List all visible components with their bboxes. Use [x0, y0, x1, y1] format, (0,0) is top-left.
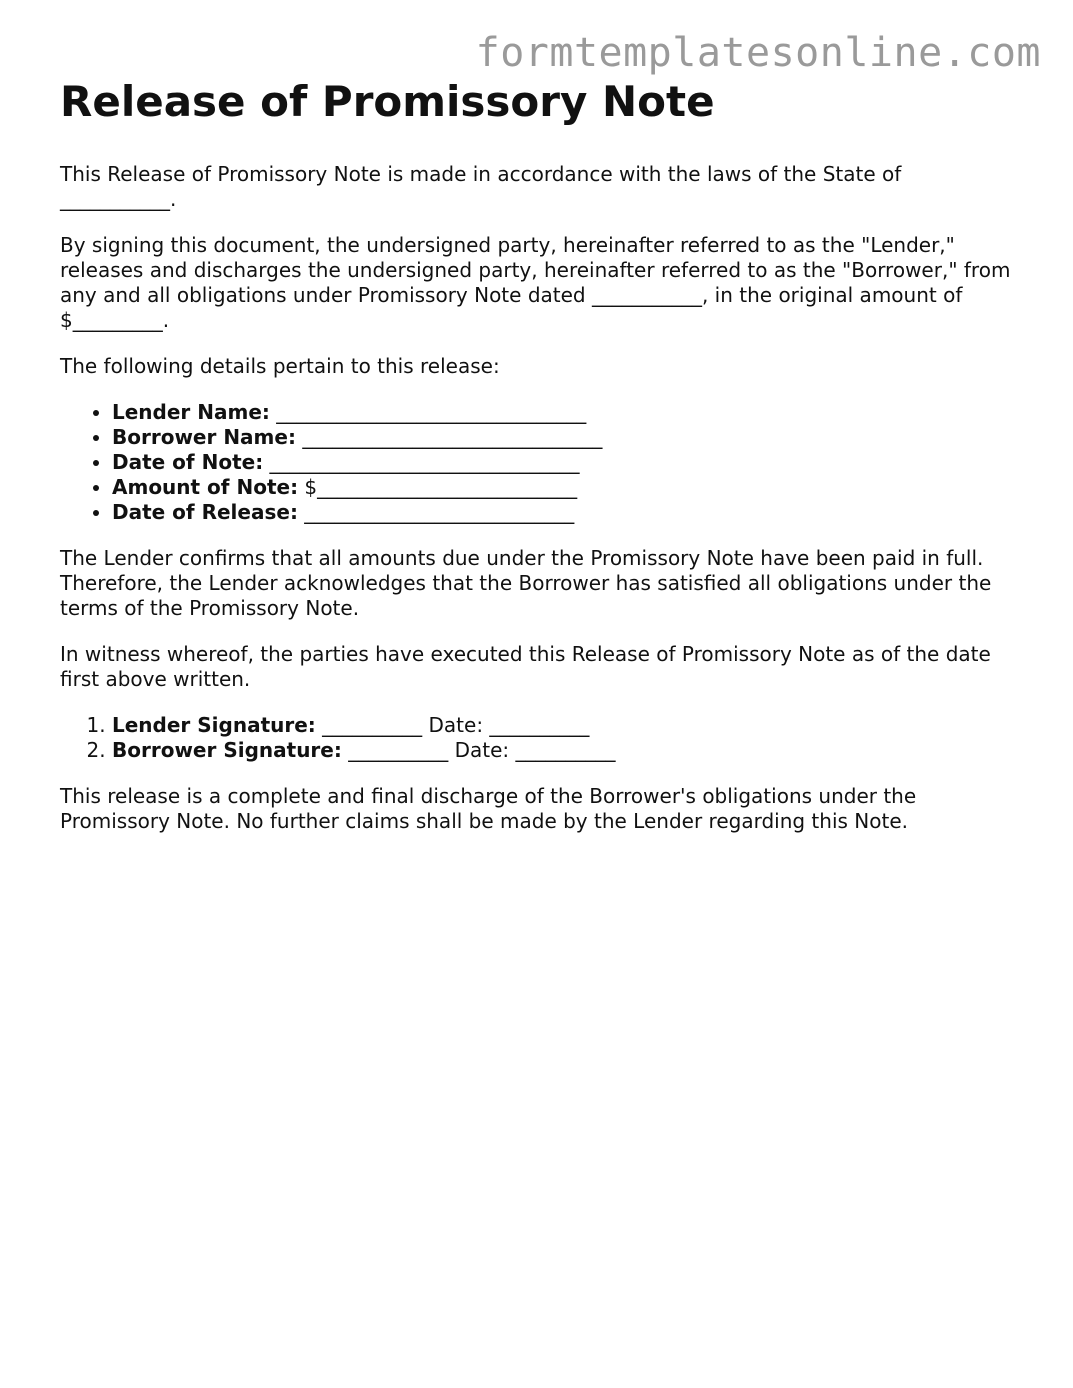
detail-date-of-release [112, 500, 1020, 525]
detail-blank: _______________________________ [269, 400, 587, 424]
detail-date-of-note [112, 450, 1020, 475]
witness-paragraph: In witness whereof, the parties have executed this Release of Promissory Note as of the date first above written. [60, 642, 991, 691]
signature-blank: __________ Date: __________ [341, 738, 616, 762]
release-paragraph: By signing this document, the undersigned party, hereinafter referred to as the "Lender," releases and discharges the undersigned party, hereinafter referred to as the "Borrower," from any and all obligations under Promissory Note dated ___________, in the original amount of $_________. [60, 233, 1011, 332]
details-list [60, 400, 1020, 525]
watermark: formtemplatesonline.com [475, 30, 1041, 76]
detail-amount-of-note [112, 475, 1020, 500]
detail-lender-name [112, 400, 1020, 425]
signature-lender [112, 713, 1020, 738]
detail-label: Lender Name: [112, 400, 270, 424]
detail-label: Borrower Name: [112, 425, 296, 449]
intro-paragraph: This Release of Promissory Note is made in accordance with the laws of the State of ___________. [60, 162, 902, 211]
document-page [60, 76, 1020, 855]
signature-label: Lender Signature: [112, 713, 316, 737]
detail-blank: $__________________________ [298, 475, 578, 499]
signature-borrower [112, 738, 1020, 763]
confirmation-paragraph: The Lender confirms that all amounts due under the Promissory Note have been paid in full. Therefore, the Lender acknowledges that the Borrower has satisfied all obligations under the terms of the Promissory Note. [60, 546, 992, 620]
signature-label: Borrower Signature: [112, 738, 342, 762]
detail-blank: _______________________________ [263, 450, 580, 474]
detail-blank: ___________________________ [297, 500, 575, 524]
detail-label: Date of Release: [112, 500, 298, 524]
detail-label: Date of Note: [112, 450, 264, 474]
signature-blank: __________ Date: __________ [315, 713, 590, 737]
details-intro: The following details pertain to this release: [60, 354, 500, 378]
closing-paragraph: This release is a complete and final discharge of the Borrower's obligations under the Promissory Note. No further claims shall be made by the Lender regarding this Note. [60, 784, 917, 833]
document-title: Release of Promissory Note [60, 77, 715, 126]
detail-label: Amount of Note: [112, 475, 299, 499]
signature-list [60, 713, 1020, 763]
detail-borrower-name [112, 425, 1020, 450]
detail-blank: ______________________________ [295, 425, 603, 449]
